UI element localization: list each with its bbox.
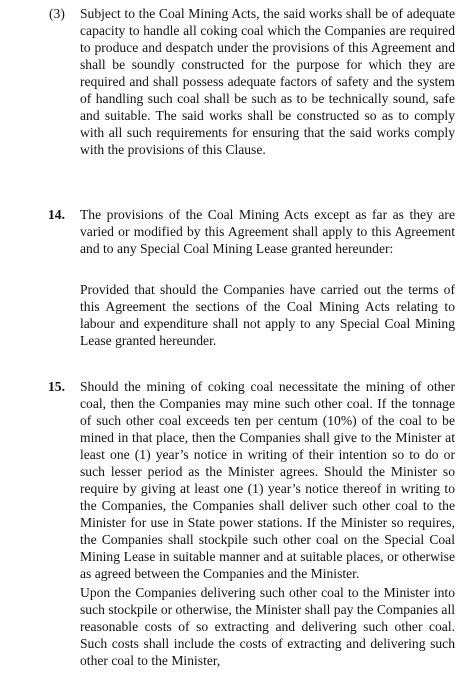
clause-number: 14.	[48, 207, 65, 222]
subclause-3-text: Subject to the Coal Mining Acts, the said works shall be of adequate capacity to handle all coking coal which the Companies are required to produce and despatch under the provisions of this Agreement and shall be soundly constructed for the purpose for which they are required and shall possess adequate factors of safety and the system of handling such coal shall be such as to be technically sound, safe and suitable. The said works shall be constructed so as to comply with all such requirements for ensuring that the said works comply with the provisions of this Clause.	[80, 6, 455, 157]
clause-14-paragraph-1: The provisions of the Coal Mining Acts except as far as they are varied or modified by this Agreement shall apply to this Agreement and to any Special Coal Mining Lease granted hereunder:	[80, 207, 455, 256]
subclause-number: (3)	[49, 6, 65, 21]
clause-14-paragraph-2: Provided that should the Companies have carried out the terms of this Agreement the sections of the Coal Mining Acts relating to labour and expenditure shall not apply to any Special Coal Mining Lease granted hereunder.	[80, 282, 455, 348]
clause-15-paragraph-1: Should the mining of coking coal necessitate the mining of other coal, then the Companies may mine such other coal. If the tonnage of such other coal exceeds ten per centum (10%) of the coal to be mined in that place, then the Companies shall give to the Minister at least one (1) year’s notice in writing of their intention so to do or such lesser period as the Minister agrees. Should the Minister so require by giving at least one (1) year’s notice thereof in writing to the Companies, the Companies shall deliver such other coal to the Minister for use in State power stations. If the Minister so requires, the Companies shall stockpile such other coal on the Special Coal Mining Lease in suitable manner and at suitable places, or otherwise as agreed between the Companies and the Minister.	[80, 379, 455, 581]
clause-number: 15.	[48, 379, 65, 394]
clause-15-paragraph-2: Upon the Companies delivering such other coal to the Minister into such stockpile or otherwise, the Minister shall pay the Companies all reasonable costs of so extracting and delivering such other coal. Such costs shall include the costs of extracting and delivering such other coal to the Minister,	[80, 585, 455, 668]
